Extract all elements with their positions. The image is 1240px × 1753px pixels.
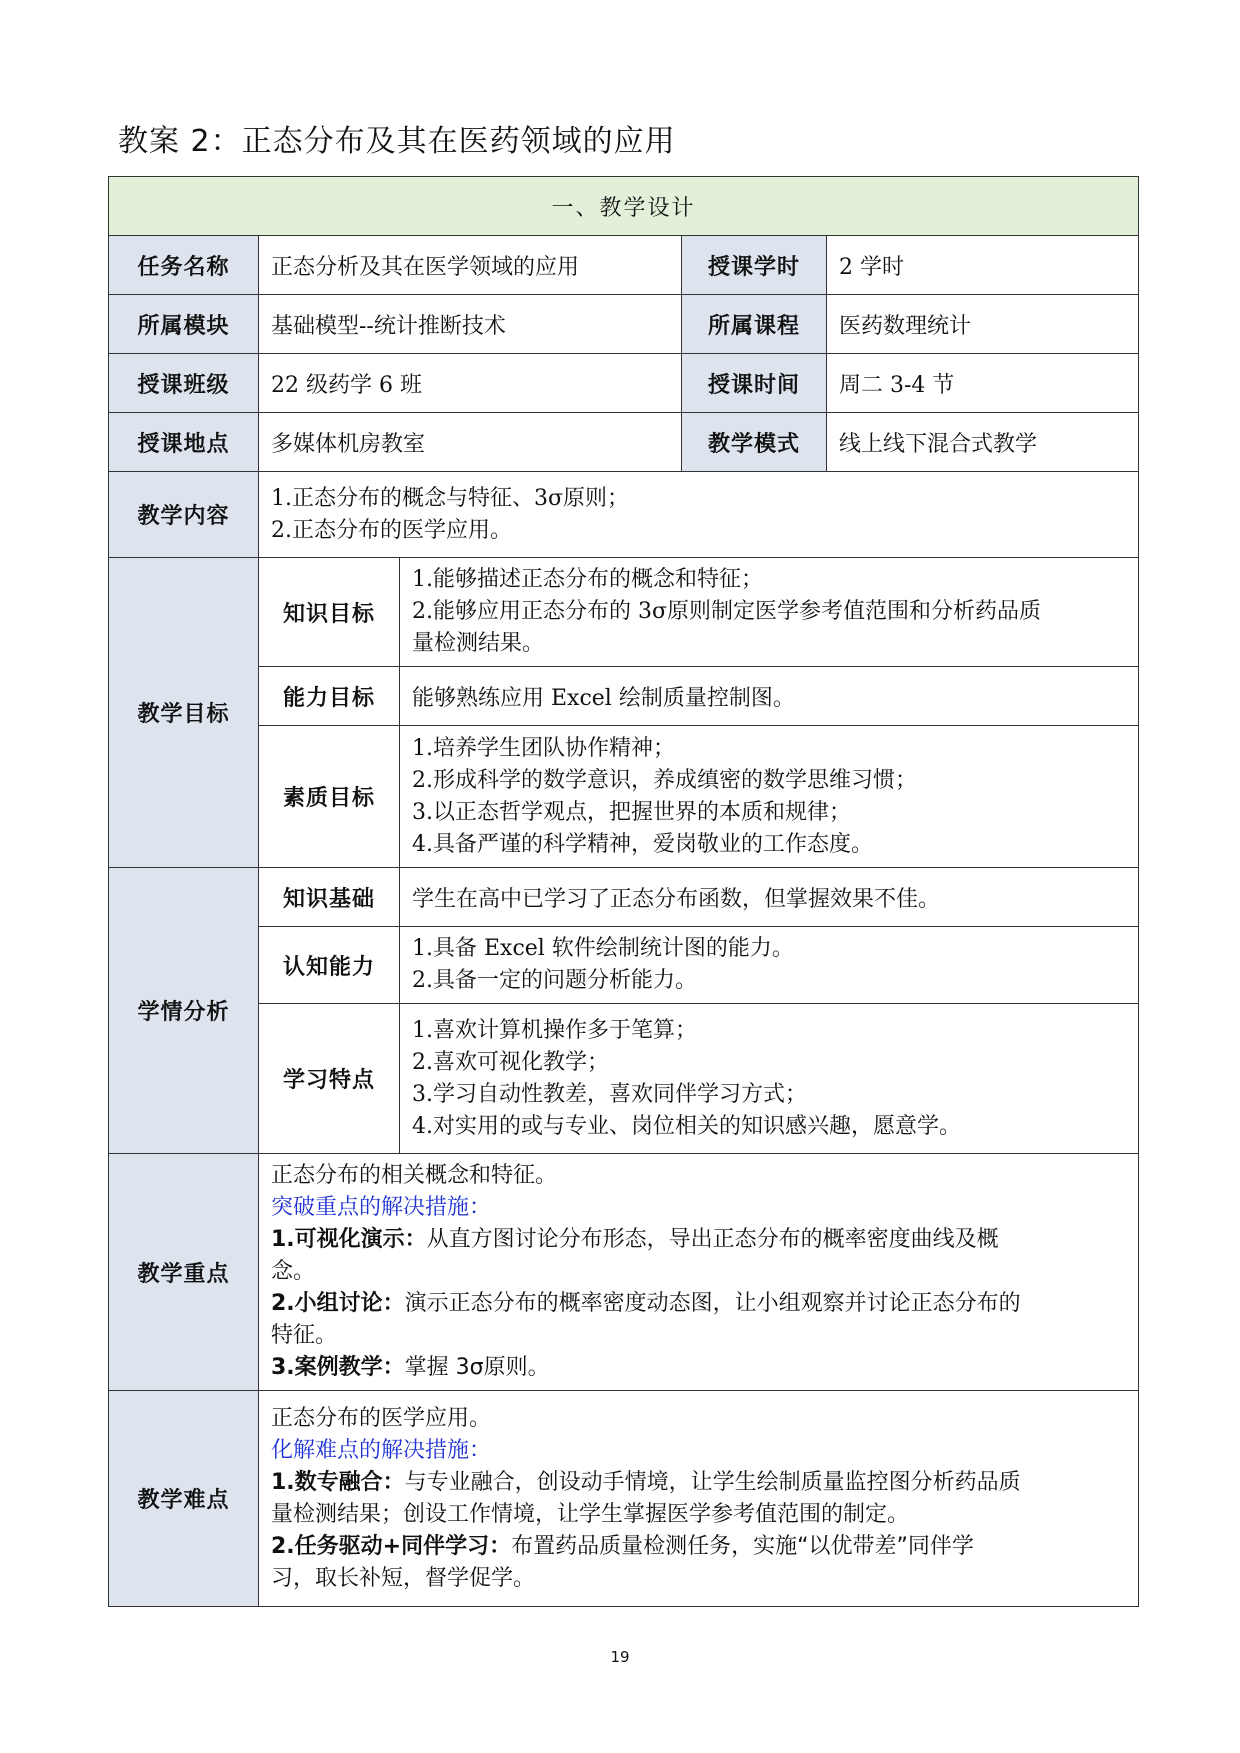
label-cognitive-ability: 认知能力 bbox=[259, 927, 400, 1004]
content-line: 1.正态分布的概念与特征、3σ原则； bbox=[271, 485, 630, 511]
cognitive-ability-value bbox=[400, 927, 1139, 1004]
module-value: 基础模型--统计推断技术 bbox=[259, 295, 682, 354]
difficulties-measures-title: 化解难点的解决措施： bbox=[271, 1437, 492, 1463]
knowledge-objective-value bbox=[400, 558, 1139, 667]
time-value: 周二 3-4 节 bbox=[827, 354, 1139, 413]
measure-item bbox=[271, 1224, 1126, 1256]
key-points-row bbox=[109, 1154, 1139, 1391]
hours-value: 2 学时 bbox=[827, 236, 1139, 295]
label-key-points: 教学重点 bbox=[109, 1154, 259, 1391]
measure-head: 2.任务驱动+同伴学习： bbox=[271, 1533, 512, 1559]
learner-cognition-row bbox=[109, 927, 1139, 1004]
measure-continuation: 量检测结果；创设工作情境，让学生掌握医学参考值范围的制定。 bbox=[271, 1501, 910, 1527]
label-mode: 教学模式 bbox=[682, 413, 827, 472]
difficulties-row bbox=[109, 1391, 1139, 1607]
measure-text: 布置药品质量检测任务，实施“以优带差”同伴学 bbox=[511, 1533, 974, 1559]
objective-line: 1.能够描述正态分布的概念和特征； bbox=[412, 567, 763, 592]
label-learning-features: 学习特点 bbox=[259, 1004, 400, 1154]
measure-text: 与专业融合，创设动手情境，让学生绘制质量监控图分析药品质 bbox=[404, 1469, 1021, 1495]
measure-continuation: 念。 bbox=[271, 1259, 316, 1284]
objective-line: 2.能够应用正态分布的 3σ原则制定医学参考值范围和分析药品质 bbox=[412, 599, 1041, 624]
measure-head: 3.案例教学： bbox=[271, 1355, 405, 1380]
label-learner-analysis: 学情分析 bbox=[109, 868, 259, 1154]
learner-line: 3.学习自动性教差，喜欢同伴学习方式； bbox=[412, 1081, 807, 1107]
objectives-knowledge-row bbox=[109, 558, 1139, 667]
quality-objective-value bbox=[400, 726, 1139, 868]
learner-line: 4.对实用的或与专业、岗位相关的知识感兴趣，愿意学。 bbox=[412, 1113, 961, 1139]
mode-value: 线上线下混合式教学 bbox=[827, 413, 1139, 472]
learner-features-row bbox=[109, 1004, 1139, 1154]
measure-continuation: 特征。 bbox=[271, 1323, 338, 1348]
learner-line: 1.具备 Excel 软件绘制统计图的能力。 bbox=[412, 936, 794, 961]
content-value bbox=[259, 472, 1139, 558]
key-points-value bbox=[259, 1154, 1139, 1391]
lesson-plan-table bbox=[108, 176, 1139, 1607]
difficulties-intro: 正态分布的医学应用。 bbox=[271, 1405, 492, 1431]
measure-item bbox=[271, 1531, 1126, 1563]
measure-text: 演示正态分布的概率密度动态图，让小组观察并讨论正态分布的 bbox=[404, 1291, 1021, 1316]
measure-head: 2.小组讨论： bbox=[271, 1291, 405, 1316]
content-row bbox=[109, 472, 1139, 558]
label-objectives: 教学目标 bbox=[109, 558, 259, 868]
label-hours: 授课学时 bbox=[682, 236, 827, 295]
info-row bbox=[109, 354, 1139, 413]
objective-line: 量检测结果。 bbox=[412, 631, 545, 656]
label-knowledge-foundation: 知识基础 bbox=[259, 868, 400, 927]
learning-features-value bbox=[400, 1004, 1139, 1154]
objectives-quality-row bbox=[109, 726, 1139, 868]
measure-head: 1.数专融合： bbox=[271, 1469, 405, 1495]
label-module: 所属模块 bbox=[109, 295, 259, 354]
content-line: 2.正态分布的医学应用。 bbox=[271, 517, 512, 543]
section-header: 一、教学设计 bbox=[109, 177, 1139, 236]
key-points-intro: 正态分布的相关概念和特征。 bbox=[271, 1163, 558, 1188]
knowledge-foundation-value: 学生在高中已学习了正态分布函数，但掌握效果不佳。 bbox=[400, 868, 1139, 927]
learner-foundation-row bbox=[109, 868, 1139, 927]
label-knowledge-objective: 知识目标 bbox=[259, 558, 400, 667]
measure-continuation: 习，取长补短，督学促学。 bbox=[271, 1565, 536, 1591]
task-name-value: 正态分析及其在医学领域的应用 bbox=[259, 236, 682, 295]
measure-item bbox=[271, 1467, 1126, 1499]
key-points-measures-title: 突破重点的解决措施： bbox=[271, 1195, 492, 1220]
label-ability-objective: 能力目标 bbox=[259, 667, 400, 726]
label-course: 所属课程 bbox=[682, 295, 827, 354]
learner-line: 2.具备一定的问题分析能力。 bbox=[412, 968, 697, 993]
objective-line: 4.具备严谨的科学精神，爱岗敬业的工作态度。 bbox=[412, 831, 873, 857]
info-row bbox=[109, 236, 1139, 295]
measure-head: 1.可视化演示： bbox=[271, 1227, 427, 1252]
objective-line: 2.形成科学的数学意识，养成缜密的数学思维习惯； bbox=[412, 767, 917, 793]
objectives-ability-row bbox=[109, 667, 1139, 726]
measure-item bbox=[271, 1288, 1126, 1320]
objective-line: 1.培养学生团队协作精神； bbox=[412, 735, 675, 761]
info-row bbox=[109, 295, 1139, 354]
learner-line: 2.喜欢可视化教学； bbox=[412, 1049, 609, 1075]
info-row bbox=[109, 413, 1139, 472]
label-difficulties: 教学难点 bbox=[109, 1391, 259, 1607]
measure-item bbox=[271, 1352, 1126, 1384]
label-task-name: 任务名称 bbox=[109, 236, 259, 295]
ability-objective-value: 能够熟练应用 Excel 绘制质量控制图。 bbox=[400, 667, 1139, 726]
location-value: 多媒体机房教室 bbox=[259, 413, 682, 472]
course-value: 医药数理统计 bbox=[827, 295, 1139, 354]
label-time: 授课时间 bbox=[682, 354, 827, 413]
measure-text: 从直方图讨论分布形态，导出正态分布的概率密度曲线及概 bbox=[426, 1227, 999, 1252]
document-title: 教案 2：正态分布及其在医药领域的应用 bbox=[118, 124, 676, 159]
objective-line: 3.以正态哲学观点，把握世界的本质和规律； bbox=[412, 799, 851, 825]
measure-text: 掌握 3σ原则。 bbox=[404, 1355, 550, 1380]
label-content: 教学内容 bbox=[109, 472, 259, 558]
label-quality-objective: 素质目标 bbox=[259, 726, 400, 868]
label-location: 授课地点 bbox=[109, 413, 259, 472]
difficulties-value bbox=[259, 1391, 1139, 1607]
section-header-row bbox=[109, 177, 1139, 236]
class-value: 22 级药学 6 班 bbox=[259, 354, 682, 413]
page-number: 19 bbox=[610, 1648, 630, 1666]
label-class: 授课班级 bbox=[109, 354, 259, 413]
learner-line: 1.喜欢计算机操作多于笔算； bbox=[412, 1017, 697, 1043]
